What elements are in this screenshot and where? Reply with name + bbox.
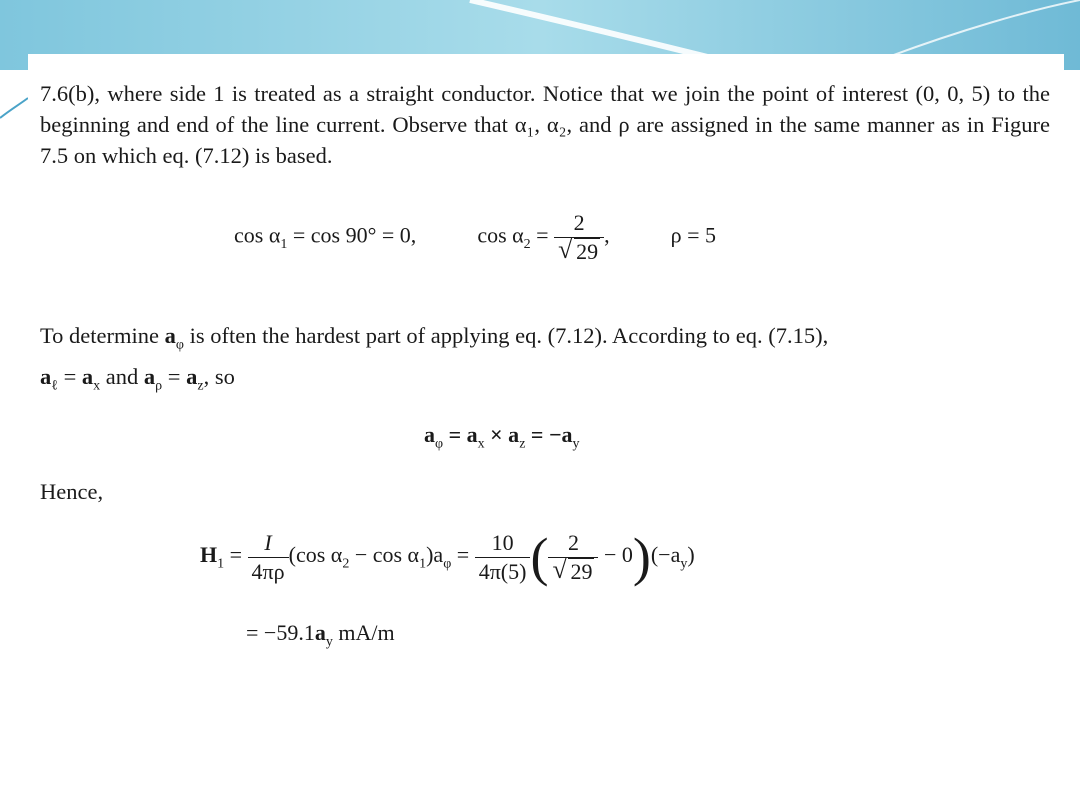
eq3-tail: (−a xyxy=(650,542,681,568)
eq3-den-4pi5: 4π(5) xyxy=(475,557,531,583)
eq3-line2-a: a xyxy=(314,620,326,645)
equation-cosines: $\cos \alpha_1 = \cos 90^\circ = 0$, $\cos \alpha_2$ = 2 √ 29 , ρ = 5 xyxy=(234,210,716,264)
sqrt-icon: √ 29 xyxy=(558,235,599,264)
paragraph-2-line2: and xyxy=(100,363,144,389)
eq3-tail-close: ) xyxy=(687,542,695,568)
textbook-page xyxy=(28,54,1064,658)
eq3-den-4pirho: 4πρ xyxy=(248,557,289,583)
eq3-middle: (cos α xyxy=(288,542,343,568)
eq1-denominator: 29 xyxy=(576,239,599,264)
eq3-fraction-10 xyxy=(475,529,531,584)
eq3-minus-cos: − cos α xyxy=(349,542,420,568)
eq1-approx: = xyxy=(536,222,549,248)
eq1-cos-a2: cos α xyxy=(477,222,524,248)
eq1-comma: , xyxy=(604,222,610,248)
eq3-minus-zero: − 0 xyxy=(603,542,633,568)
hence-line xyxy=(40,476,1050,507)
right-paren-icon: ) xyxy=(632,527,651,587)
eq1-numerator: 2 xyxy=(573,210,585,235)
hence-text: Hence, xyxy=(40,479,104,504)
paragraph-2-mid: is often the hardest part of applying eq. (7.12). According to eq. (7.15), xyxy=(183,323,829,348)
paragraph-2: To determine $a_\varphi$ is often the hardest part of applying eq. (7.12). According to eq. (7.15), $a_\ell = a_x$ and $a_\rho = a_z$, so xyxy=(40,323,829,393)
eq2-result: = −a xyxy=(525,422,573,447)
paragraph-1 xyxy=(40,78,1050,171)
eq2-rhs: = a xyxy=(448,422,478,447)
eq3-line2: = −59.1 xyxy=(246,620,315,645)
paragraph-1-text: 7.6(b), where side 1 is treated as a straight conductor. Notice that we join the point of interest (0, 0, 5) to the beginning and end of the line current. Observe that α₁, α₂, and ρ are assigned in the same manner as in Figure 7.5 on which eq. (7.12) is based. xyxy=(40,81,1050,168)
equation-unit-vector: $a_\varphi = a_x \times a_z = -a_y$ xyxy=(424,422,580,452)
eq3-line2-unit: mA/m xyxy=(332,620,395,645)
eq2-lhs: a xyxy=(424,422,435,447)
paragraph-2-so: , so xyxy=(203,363,235,389)
eq1-fraction xyxy=(554,212,604,263)
eq3-fraction-2 xyxy=(548,529,598,584)
sqrt-icon: √ 29 xyxy=(552,554,593,584)
eq3-num-10: 10 xyxy=(491,529,514,555)
eq3-num-I: I xyxy=(264,529,272,555)
paragraph-2-start: To determine xyxy=(40,323,165,348)
eq3-H: H xyxy=(200,542,218,568)
eq3-close-a: )a xyxy=(426,542,444,568)
equation-h1: $H_1$ = $\frac{I}{4\pi\rho}$ (cos $\alpha_2 - \cos \alpha_1)a_\varphi$ = $\frac{10}{4\pi(5)}$ ( 2 √ 29 − $0)(-a_y)$ xyxy=(200,527,695,587)
eq3-equals: = xyxy=(456,542,470,568)
left-paren-icon: ( xyxy=(530,527,549,587)
eq1-cos-a1: cos α xyxy=(234,222,281,248)
eq2-cross: × a xyxy=(484,422,520,447)
equation-result: = $-59.1a_y$ mA/m xyxy=(246,620,395,650)
eq3-den-root: 29 xyxy=(570,558,593,584)
eq3-fraction-I xyxy=(248,529,289,584)
eq1-rho: ρ = 5 xyxy=(670,222,716,248)
eq1-cos90: = cos 90° = 0, xyxy=(292,222,417,248)
eq3-num-2: 2 xyxy=(567,529,579,555)
